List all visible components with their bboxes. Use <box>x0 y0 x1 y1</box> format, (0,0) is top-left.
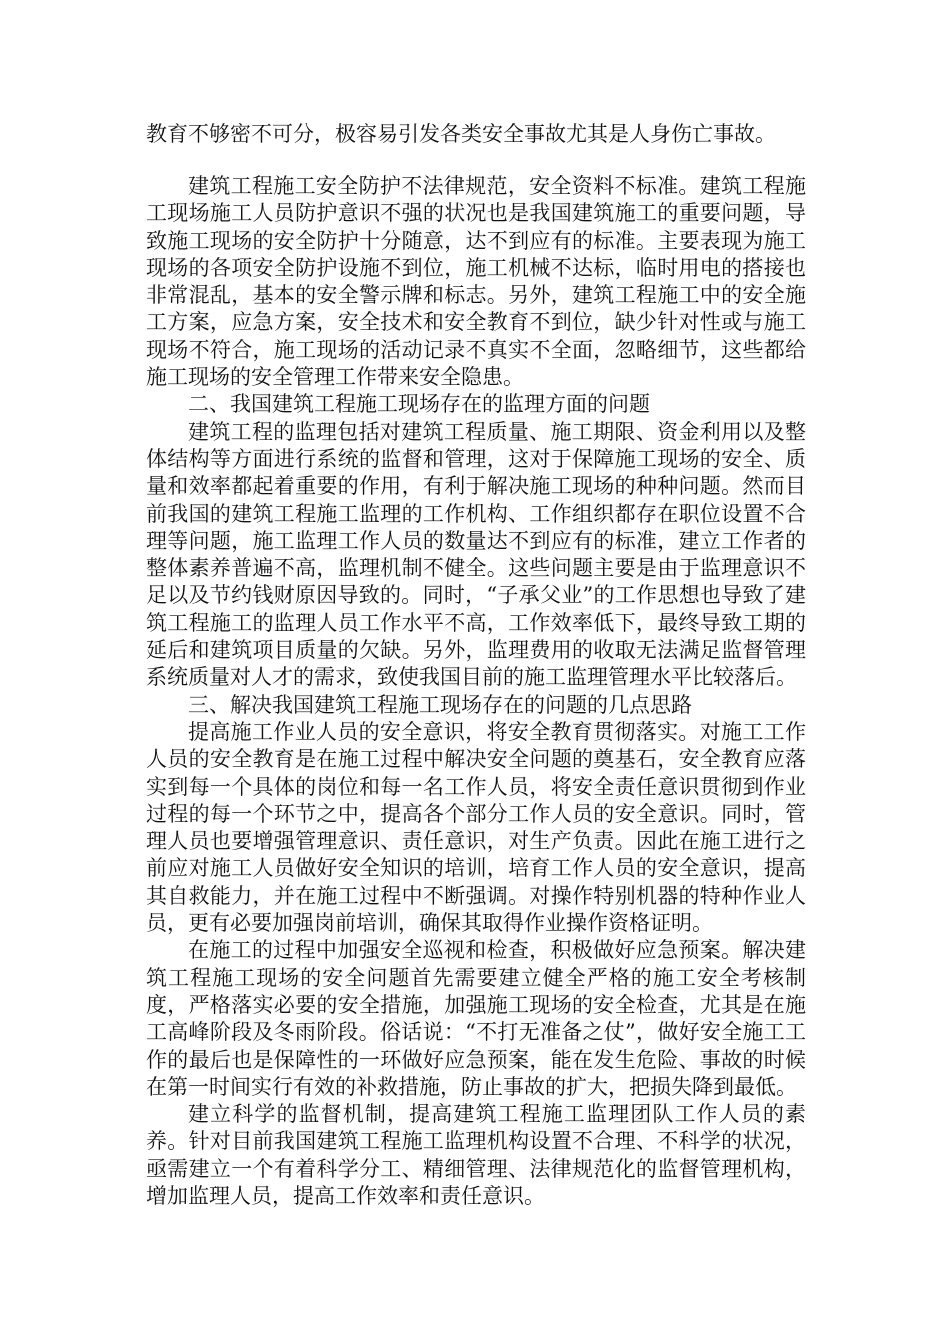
section-heading-solutions: 三、解决我国建筑工程施工现场存在的问题的几点思路 <box>188 692 692 717</box>
opening-line <box>146 121 806 148</box>
paragraph-supervision: 建筑工程的监理包括对建筑工程质量、施工期限、资金利用以及整体结构等方面进行系统的监督和管理，这对于保障施工现场的安全、质量和效率都起着重要的作用，有利于解决施工现场的种种问题。然而目前我国的建筑工程施工监理的工作机构、工作组织都存在职位设置不合理等问题，施工监理工作人员的数量达不到应有的标准，建立工作者的整体素养普遍不高，监理机制不健全。这些问题主要是由于监理意识不足以及节约钱财原因导致的。同时，“子承父业”的工作思想也导致了建筑工程施工的监理人员工作水平不高，工作效率低下，最终导致工期的延后和建筑项目质量的欠缺。另外，监理费用的收取无法满足监督管理系统质量对人才的需求，致使我国目前的施工监理管理水平比较落后。 <box>146 419 806 690</box>
paragraph-inspection-emergency: 在施工的过程中加强安全巡视和检查，积极做好应急预案。解决建筑工程施工现场的安全问题首先需要建立健全严格的施工安全考核制度，严格落实必要的安全措施，加强施工现场的安全检查，尤其是在施工高峰阶段及冬雨阶段。俗话说：“不打无准备之仗”，做好安全施工工作的最后也是保障性的一环做好应急预案，能在发生危险、事故的时候在第一时间实行有效的补救措施，防止事故的扩大，把损失降到最低。 <box>146 938 806 1099</box>
paragraph-supervision-mechanism: 建立科学的监督机制，提高建筑工程施工监理团队工作人员的素养。针对目前我国建筑工程施工监理机构设置不合理、不科学的状况，亟需建立一个有着科学分工、精细管理、法律规范化的监督管理机构，增加监理人员，提高工作效率和责任意识。 <box>146 1102 806 1208</box>
opening-paragraph: 教育不够密不可分，极容易引发各类安全事故尤其是人身伤亡事故。 <box>146 122 776 146</box>
paragraph-safety-protection: 建筑工程施工安全防护不法律规范，安全资料不标准。建筑工程施工现场施工人员防护意识不强的状况也是我国建筑施工的重要问题，导致施工现场的安全防护十分随意，达不到应有的标准。主要表现为施工现场的各项安全防护设施不到位，施工机械不达标，临时用电的搭接也非常混乱，基本的安全警示牌和标志。另外，建筑工程施工中的安全施工方案，应急方案，安全技术和安全教育不到位，缺少针对性或与施工现场不符合，施工现场的活动记录不真实不全面，忽略细节，这些都给施工现场的安全管理工作带来安全隐患。 <box>146 174 806 390</box>
paragraph-safety-awareness: 提高施工作业人员的安全意识，将安全教育贯彻落实。对施工工作人员的安全教育是在施工过程中解决安全问题的奠基石，安全教育应落实到每一个具体的岗位和每一名工作人员，将安全责任意识贯彻到作业过程的每一个环节之中，提高各个部分工作人员的安全意识。同时，管理人员也要增强管理意识、责任意识，对生产负责。因此在施工进行之前应对施工人员做好安全知识的培训，培育工作人员的安全意识，提高其自救能力，并在施工过程中不断强调。对操作特别机器的特种作业人员，更有必要加强岗前培训，确保其取得作业操作资格证明。 <box>146 719 806 936</box>
document-body <box>146 173 806 1210</box>
section-heading-supervision-problems: 二、我国建筑工程施工现场存在的监理方面的问题 <box>188 392 650 417</box>
